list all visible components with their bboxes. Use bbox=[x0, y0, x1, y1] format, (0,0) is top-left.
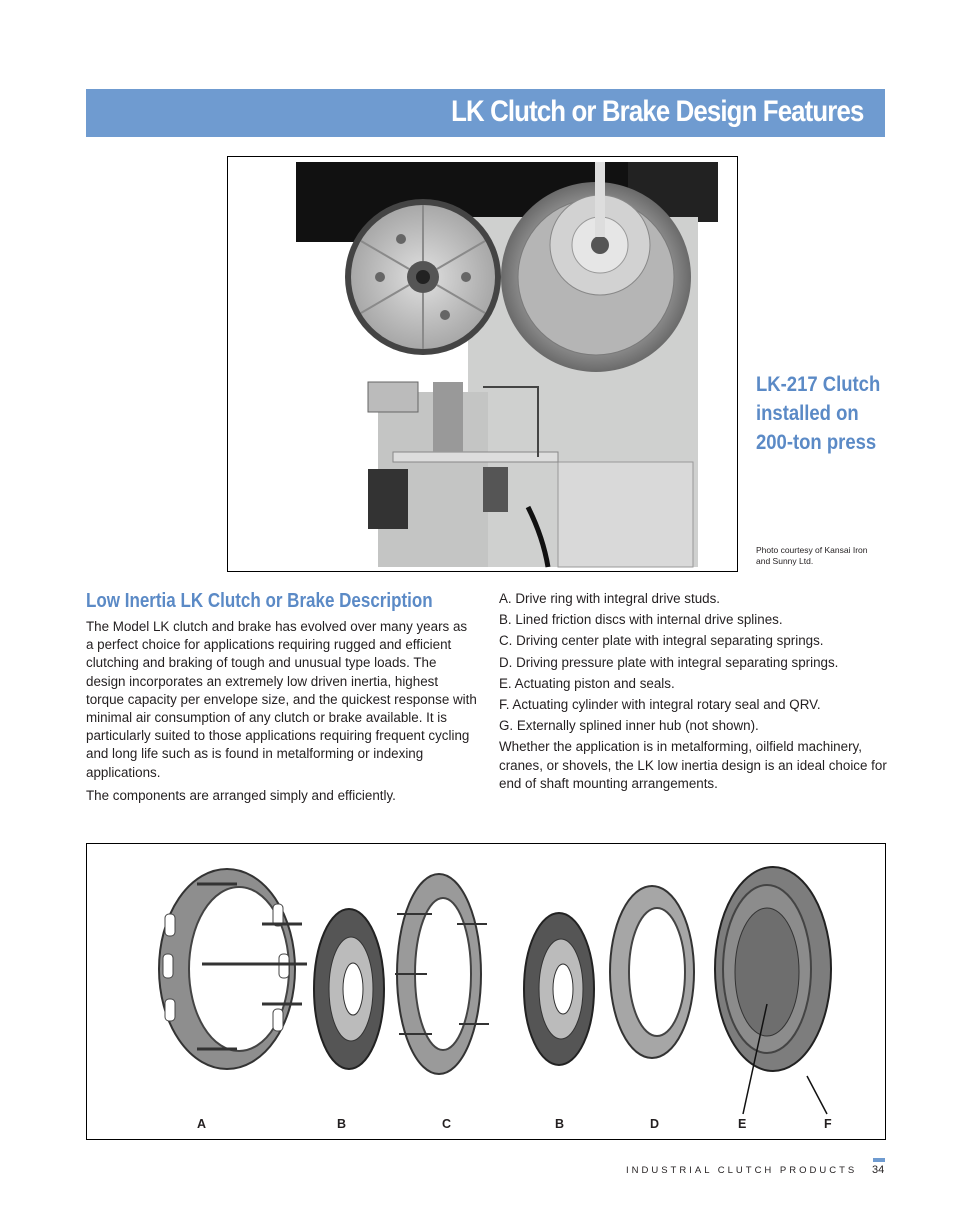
title-bar bbox=[86, 89, 885, 137]
drive-ring-part bbox=[159, 869, 307, 1069]
part-label-c: C bbox=[442, 1117, 452, 1131]
description-left-column bbox=[86, 618, 478, 810]
part-label-b: B bbox=[337, 1117, 347, 1131]
friction-disc-part-2 bbox=[524, 913, 594, 1065]
part-label-e: E bbox=[738, 1117, 747, 1131]
page-title: LK Clutch or Brake Design Features bbox=[450, 95, 863, 128]
component-item-g: G. Externally splined inner hub (not shown). bbox=[499, 718, 759, 734]
component-item-f: F. Actuating cylinder with integral rotary seal and QRV. bbox=[499, 697, 821, 713]
component-item-b: B. Lined friction discs with internal drive splines. bbox=[499, 612, 783, 628]
pressure-plate-part bbox=[610, 886, 694, 1058]
part-label-f: F bbox=[824, 1117, 832, 1131]
center-plate-part bbox=[395, 874, 489, 1074]
parts-illustration bbox=[87, 844, 887, 1141]
photo-caption bbox=[756, 370, 897, 457]
friction-disc-part bbox=[314, 909, 384, 1069]
component-item-e: E. Actuating piston and seals. bbox=[499, 675, 675, 691]
footer-brand: INDUSTRIAL CLUTCH PRODUCTS bbox=[626, 1165, 858, 1176]
component-item-c: C. Driving center plate with integral separating springs. bbox=[499, 633, 824, 649]
credit-line-1: Photo courtesy of Kansai Iron bbox=[756, 545, 868, 555]
press-photo bbox=[227, 156, 738, 572]
description-paragraph-2: The components are arranged simply and efficiently. bbox=[86, 787, 396, 803]
section-heading: Low Inertia LK Clutch or Brake Description bbox=[86, 590, 433, 612]
part-label-b-2: B bbox=[555, 1117, 565, 1131]
description-right-column bbox=[499, 590, 889, 793]
description-paragraph-1: The Model LK clutch and brake has evolved over many years as a perfect choice for applications requiring rugged and efficient clutching and braking of tough and unusual type loads. The design incorporates an extremely low driven inertia, highest torque capacity per envelope size, and the quickest response with minimal air consumption of any clutch or brake available. It is particularly suited to those applications requiring frequent cycling and long life such as is found in metalforming or indexing applications. bbox=[86, 619, 477, 780]
credit-line-2: and Sunny Ltd. bbox=[756, 556, 814, 566]
press-photo-illustration bbox=[228, 157, 739, 573]
actuating-cylinder-part bbox=[715, 867, 831, 1114]
caption-line-3: 200-ton press bbox=[756, 431, 877, 454]
page-number: 34 bbox=[872, 1164, 885, 1176]
page-tab-marker bbox=[873, 1158, 885, 1162]
parts-figure bbox=[86, 843, 886, 1140]
part-label-d: D bbox=[650, 1117, 660, 1131]
caption-line-1: LK-217 Clutch bbox=[756, 373, 881, 396]
caption-line-2: installed on bbox=[756, 402, 859, 425]
component-item-d: D. Driving pressure plate with integral separating springs. bbox=[499, 654, 839, 670]
description-paragraph-3: Whether the application is in metalforming, oilfield machinery, cranes, or shovels, the LK low inertia design is an ideal choice for end of shaft mounting arrangements. bbox=[499, 739, 887, 791]
photo-credit bbox=[756, 545, 886, 567]
part-label-a: A bbox=[197, 1117, 207, 1131]
component-item-a: A. Drive ring with integral drive studs. bbox=[499, 591, 721, 606]
